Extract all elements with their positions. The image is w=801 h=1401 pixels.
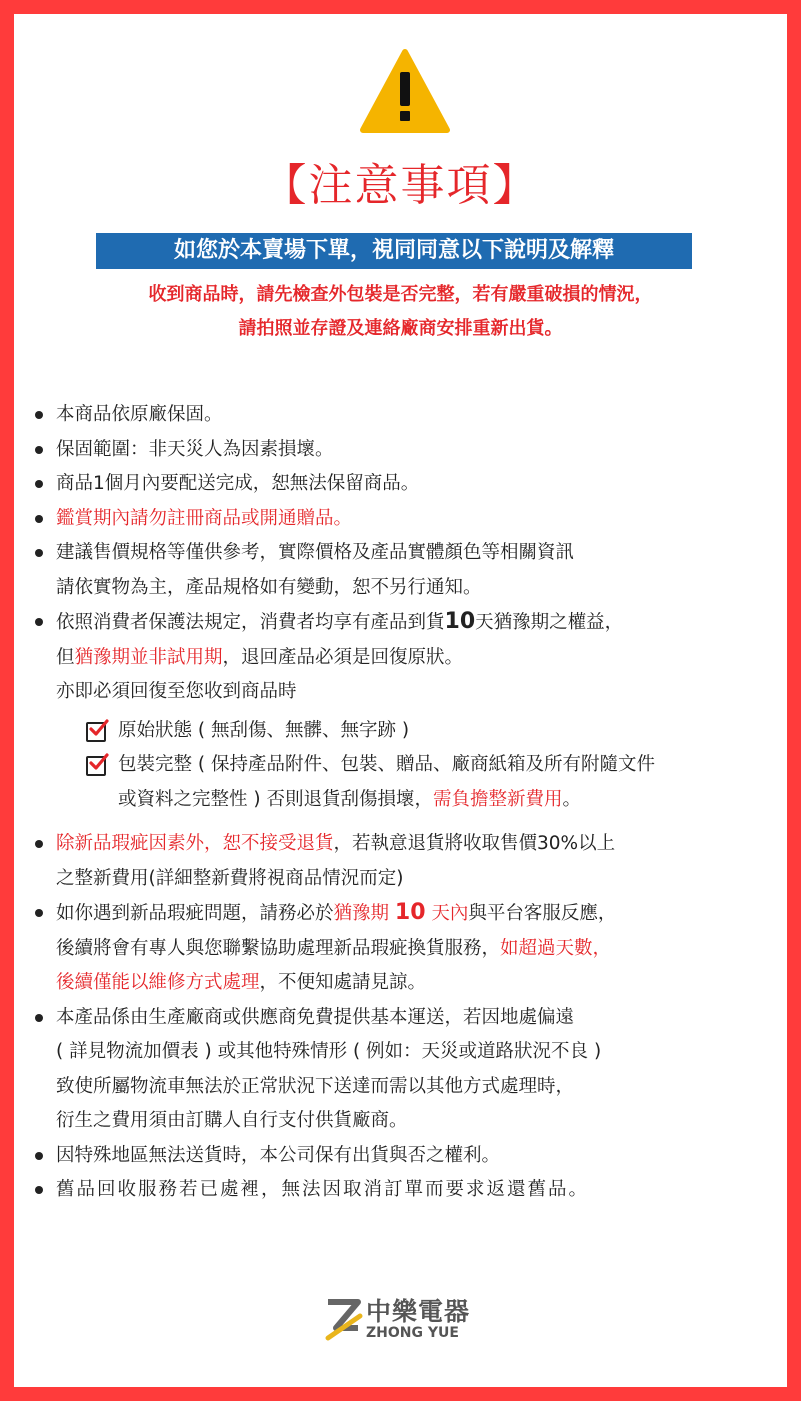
list-item: 商品1個月內要配送完成，恕無法保留商品。 bbox=[34, 467, 779, 502]
bullet-icon bbox=[35, 1014, 43, 1022]
list-item: 保固範圍：非天災人為因素損壞。 bbox=[34, 433, 779, 468]
agreement-banner: 如您於本賣場下單，視同同意以下說明及解釋 bbox=[96, 233, 692, 269]
bullet-icon bbox=[35, 515, 43, 523]
list-item: 依照消費者保護法規定，消費者均享有產品到貨10天猶豫期之權益， 但猶豫期並非試用期，退回產品必須是回復原狀。 亦即必須回復至您收到商品時 bbox=[34, 605, 779, 710]
zhong-yue-logo-icon bbox=[324, 1298, 364, 1342]
list-item: 如你遇到新品瑕疵問題，請務必於猶豫期 10 天內與平台客服反應， 後續將會有專人與您聯繫協助處理新品瑕疵換貨服務，如超過天數， 後續僅能以維修方式處理，不便知處請見諒。 bbox=[34, 896, 779, 1001]
list-item: 本商品依原廠保固。 bbox=[34, 398, 779, 433]
condition-package-complete: 包裝完整 ( 保持產品附件、包裝、贈品、廠商紙箱及所有附隨文件 或資料之完整性 ) 否則退貨刮傷損壞，需負擔整新費用。 bbox=[86, 748, 779, 817]
bullet-icon bbox=[35, 480, 43, 488]
bullet-icon bbox=[35, 549, 43, 557]
page-title: 【注意事項】 bbox=[262, 160, 539, 211]
return-conditions bbox=[34, 714, 779, 818]
notice-card bbox=[14, 14, 787, 1387]
list-item: 舊品回收服務若已處裡，無法因取消訂單而要求返還舊品。 bbox=[34, 1173, 779, 1208]
bullet-icon bbox=[35, 446, 43, 454]
bullet-icon bbox=[35, 1152, 43, 1160]
inspection-note-line-2: 請拍照並存證及連絡廠商安排重新出貨。 bbox=[238, 318, 563, 339]
bullet-icon bbox=[35, 618, 43, 626]
list-item: 鑑賞期內請勿註冊商品或開通贈品。 bbox=[34, 502, 779, 537]
list-item: 建議售價規格等僅供參考，實際價格及產品實體顏色等相關資訊 請依實物為主，產品規格如有變動，恕不另行通知。 bbox=[34, 536, 779, 605]
checkbox-checked-icon bbox=[86, 756, 106, 776]
bullet-icon bbox=[35, 1186, 43, 1194]
bullet-icon bbox=[35, 909, 43, 917]
condition-original-state: 原始狀態 ( 無刮傷、無髒、無字跡 ) bbox=[86, 714, 779, 749]
list-item: 因特殊地區無法送貨時，本公司保有出貨與否之權利。 bbox=[34, 1139, 779, 1174]
brand-english-name: ZHONG YUE bbox=[366, 1325, 459, 1341]
bullet-icon bbox=[35, 411, 43, 419]
list-item: 除新品瑕疵因素外，恕不接受退貨，若執意退貨將收取售價30%以上 之整新費用(詳細整新費將視商品情況而定) bbox=[34, 827, 779, 896]
brand-logo bbox=[324, 1292, 484, 1348]
checkbox-checked-icon bbox=[86, 722, 106, 742]
list-item: 本產品係由生產廠商或供應商免費提供基本運送，若因地處偏遠 ( 詳見物流加價表 ) 或其他特殊情形 ( 例如：天災或道路狀況不良 ) 致使所屬物流車無法於正常狀況下送達而需以其他方式處理時， 衍生之費用須由訂購人自行支付供貨廠商。 bbox=[34, 1001, 779, 1139]
inspection-note-line-1: 收到商品時，請先檢查外包裝是否完整，若有嚴重破損的情況， bbox=[148, 284, 653, 305]
terms-list bbox=[34, 398, 779, 1208]
warning-triangle-icon bbox=[359, 48, 451, 134]
bullet-icon bbox=[35, 840, 43, 848]
brand-name: 中樂電器 bbox=[366, 1297, 471, 1326]
